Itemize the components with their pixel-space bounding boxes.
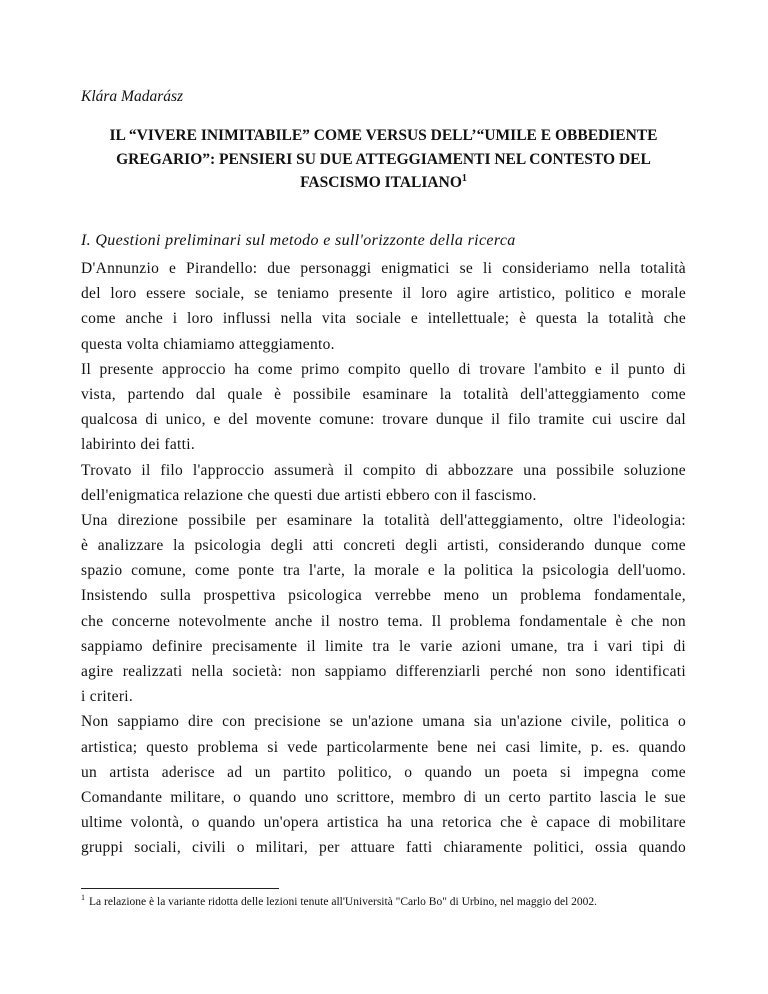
- body-line: come anche i loro influssi nella vita sociale e intellettuale; è questa la totalità che: [81, 310, 686, 328]
- body-line: questa volta chiamiamo atteggiamento.: [81, 335, 335, 353]
- body-line: vista, partendo dal quale è possibile esaminare la totalità dell'atteggiamento come: [81, 385, 686, 403]
- body-line: spazio comune, come ponte tra l'arte, la morale e la politica la psicologia dell'uomo.: [81, 562, 686, 580]
- body-line: sappiamo definire precisamente il limite tra le varie azioni umane, tra i vari tipi di: [81, 637, 686, 655]
- title-line: [81, 171, 686, 195]
- title-line-text: FASCISMO ITALIANO: [300, 174, 462, 191]
- footnote-marker: 1: [81, 893, 85, 903]
- body-line: Il presente approccio ha come primo compito quello di trovare l'ambito e il punto di: [81, 360, 686, 378]
- body-line: labirinto dei fatti.: [81, 436, 196, 454]
- body-line: Comandante militare, o quando uno scrittore, membro di un certo partito lascia le sue: [81, 788, 686, 806]
- body-line: ultime volontà, o quando un'opera artistica ha una retorica che è capace di mobilitare: [81, 814, 686, 832]
- body-line: dell'enigmatica relazione che questi due artisti ebbero con il fascismo.: [81, 486, 537, 504]
- body-line: Una direzione possibile per esaminare la totalità dell'atteggiamento, oltre l'ideologia:: [81, 511, 686, 529]
- body-line: un artista aderisce ad un partito politico, o quando un poeta si impegna come: [81, 763, 686, 781]
- body-line: che concerne notevolmente anche il nostro tema. Il problema fondamentale è che non: [81, 612, 686, 630]
- body-line: qualcosa di unico, e del movente comune: trovare dunque il filo tramite cui uscire dal: [81, 411, 686, 429]
- body-line: del loro essere sociale, se teniamo presente il loro agire artistico, politico e morale: [81, 285, 686, 303]
- body-line: Trovato il filo l'approccio assumerà il compito di abbozzare una possibile soluzione: [81, 461, 686, 479]
- title-line: IL “VIVERE INIMITABILE” COME VERSUS DELL’“UMILE E OBBEDIENTE: [109, 127, 658, 144]
- body-text: [81, 256, 686, 861]
- footnote-reference[interactable]: 1: [461, 172, 467, 184]
- body-line: artistica; questo problema si vede particolarmente bene nei casi limite, p. es. quando: [81, 738, 686, 756]
- body-line: è analizzare la psicologia degli atti concreti degli artisti, considerando dunque come: [81, 537, 686, 555]
- body-line: D'Annunzio e Pirandello: due personaggi enigmatici se li consideriamo nella totalità: [81, 260, 686, 277]
- paper-title: [81, 124, 686, 195]
- footnote-text: La relazione è la variante ridotta delle lezioni tenute all'Università "Carlo Bo" di Urbino, nel maggio del 2002.: [89, 896, 598, 908]
- body-line: gruppi sociali, civili o militari, per attuare fatti chiaramente politici, ossia quando: [81, 839, 686, 857]
- body-line: i criteri.: [81, 688, 134, 706]
- footnote: [81, 893, 598, 908]
- title-line: GREGARIO”: PENSIERI SU DUE ATTEGGIAMENTI NEL CONTESTO DEL: [116, 150, 651, 168]
- footnote-divider: [81, 888, 279, 889]
- author-name: Klára Madarász: [81, 88, 184, 105]
- body-line: Insistendo sulla prospettiva psicologica verrebbe meno un problema fondamentale,: [81, 587, 686, 605]
- section-heading: I. Questioni preliminari sul metodo e sull'orizzonte della ricerca: [81, 232, 516, 249]
- body-line: agire realizzati nella società: non sappiamo differenziarli perché non sono identificati: [81, 663, 686, 680]
- body-line: Non sappiamo dire con precisione se un'azione umana sia un'azione civile, politica o: [81, 713, 686, 731]
